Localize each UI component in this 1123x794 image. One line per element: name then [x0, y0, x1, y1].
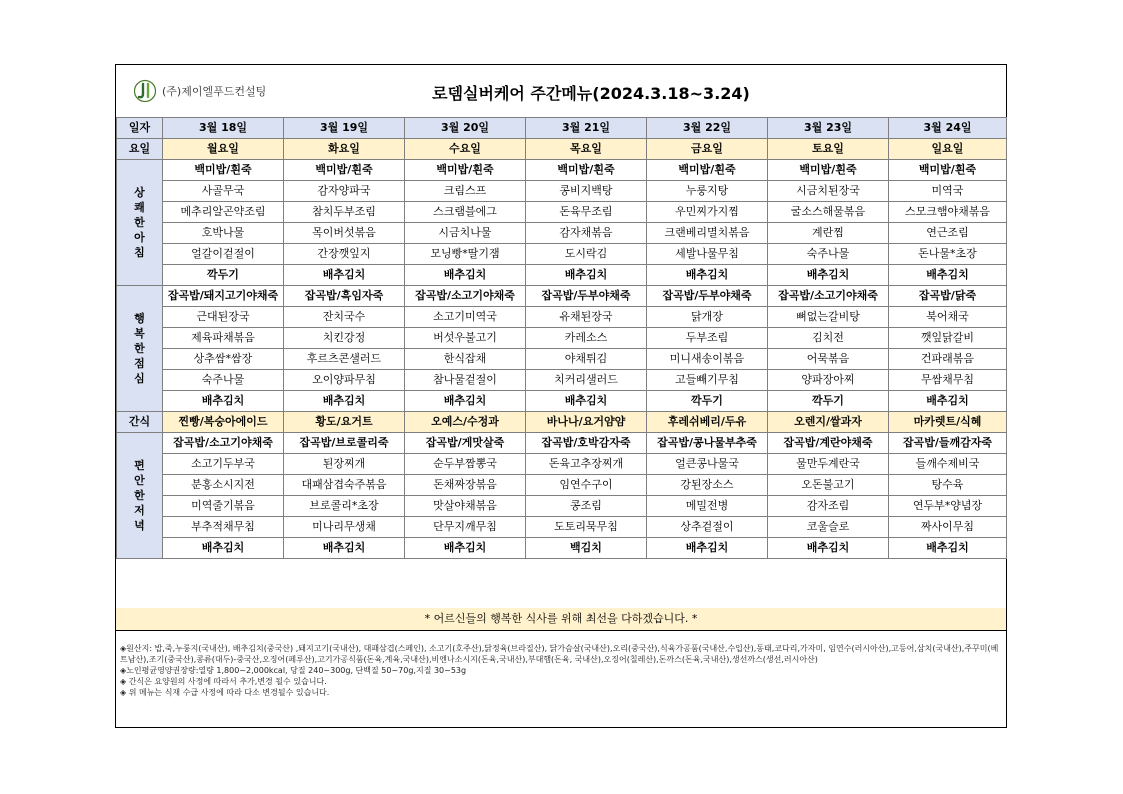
menu-sheet [115, 64, 1007, 728]
menu-item: 백김치 [526, 538, 647, 559]
date-cell: 3월 19일 [284, 118, 405, 139]
menu-item: 목이버섯볶음 [284, 223, 405, 244]
menu-item: 메추리알곤약조림 [163, 202, 284, 223]
menu-item: 시금치나물 [405, 223, 526, 244]
weekday-cell: 월요일 [163, 139, 284, 160]
menu-item: 버섯우불고기 [405, 328, 526, 349]
snack-cell: 마카렛트/식혜 [889, 412, 1007, 433]
menu-item: 돈육무조림 [526, 202, 647, 223]
lunch-row [117, 286, 1007, 307]
weekday-cell: 토요일 [768, 139, 889, 160]
menu-item: 분홍소시지전 [163, 475, 284, 496]
menu-item: 연두부*양념장 [889, 496, 1007, 517]
dinner-row [117, 454, 1007, 475]
menu-item: 잡곡밥/두부야채죽 [647, 286, 768, 307]
snack-cell: 찐빵/복숭아에이드 [163, 412, 284, 433]
menu-item: 배추김치 [647, 538, 768, 559]
date-cell: 3월 23일 [768, 118, 889, 139]
weekday-cell: 수요일 [405, 139, 526, 160]
menu-item: 배추김치 [405, 265, 526, 286]
menu-item: 얼큰콩나물국 [647, 454, 768, 475]
menu-item: 감자양파국 [284, 181, 405, 202]
date-row [117, 118, 1007, 139]
menu-item: 사골무국 [163, 181, 284, 202]
menu-item: 소고기미역국 [405, 307, 526, 328]
menu-item: 한식잡채 [405, 349, 526, 370]
dinner-row [117, 475, 1007, 496]
menu-item: 배추김치 [405, 391, 526, 412]
menu-item: 깍두기 [768, 391, 889, 412]
menu-item: 메밀전병 [647, 496, 768, 517]
menu-item: 잡곡밥/게맛살죽 [405, 433, 526, 454]
weekday-label: 요일 [117, 139, 163, 160]
menu-item: 배추김치 [405, 538, 526, 559]
menu-item: 잡곡밥/콩나물부추죽 [647, 433, 768, 454]
menu-item: 무쌈채무침 [889, 370, 1007, 391]
menu-item: 잔치국수 [284, 307, 405, 328]
menu-item: 잡곡밥/소고기야채죽 [768, 286, 889, 307]
date-label: 일자 [117, 118, 163, 139]
date-cell: 3월 24일 [889, 118, 1007, 139]
menu-item: 잡곡밥/호박감자죽 [526, 433, 647, 454]
dinner-row [117, 517, 1007, 538]
menu-item: 배추김치 [768, 538, 889, 559]
snack-cell: 오렌지/쌀과자 [768, 412, 889, 433]
menu-item: 우민찌가지찜 [647, 202, 768, 223]
menu-item: 돈채짜장볶음 [405, 475, 526, 496]
menu-item: 맛살야채볶음 [405, 496, 526, 517]
menu-item: 시금치된장국 [768, 181, 889, 202]
menu-item: 부추적채무침 [163, 517, 284, 538]
menu-item: 얼갈이겉절이 [163, 244, 284, 265]
menu-item: 깍두기 [163, 265, 284, 286]
menu-item: 오이양파무침 [284, 370, 405, 391]
menu-item: 닭개장 [647, 307, 768, 328]
lunch-label: 행 복 한 점 심 [117, 286, 163, 412]
menu-item: 잡곡밥/소고기야채죽 [405, 286, 526, 307]
menu-item: 임연수구이 [526, 475, 647, 496]
menu-item: 잡곡밥/브로콜리죽 [284, 433, 405, 454]
menu-item: 배추김치 [889, 265, 1007, 286]
footer-message: * 어르신들의 행복한 식사를 위해 최선을 다하겠습니다. * [116, 608, 1006, 631]
menu-item: 배추김치 [163, 538, 284, 559]
menu-item: 배추김치 [163, 391, 284, 412]
menu-item: 돈나물*초장 [889, 244, 1007, 265]
menu-item: 참치두부조림 [284, 202, 405, 223]
menu-item: 대패삼겹숙주볶음 [284, 475, 405, 496]
menu-item: 백미밥/흰죽 [768, 160, 889, 181]
breakfast-row [117, 202, 1007, 223]
breakfast-row [117, 223, 1007, 244]
dinner-row [117, 538, 1007, 559]
dinner-row [117, 433, 1007, 454]
date-cell: 3월 22일 [647, 118, 768, 139]
menu-item: 배추김치 [526, 265, 647, 286]
note-nutrition: ◈노인평균영양권장량:열량 1,800~2,000kcal, 당질 240~300g, 단백질 50~70g,지질 30~53g [120, 666, 467, 675]
menu-item: 후르츠콘샐러드 [284, 349, 405, 370]
menu-item: 단무지깨무침 [405, 517, 526, 538]
snack-cell: 황도/요거트 [284, 412, 405, 433]
weekday-cell: 목요일 [526, 139, 647, 160]
lunch-row [117, 391, 1007, 412]
menu-item: 짜사이무침 [889, 517, 1007, 538]
weekday-cell: 금요일 [647, 139, 768, 160]
menu-item: 숙주나물 [163, 370, 284, 391]
menu-item: 간장깻잎지 [284, 244, 405, 265]
menu-item: 배추김치 [647, 265, 768, 286]
menu-item: 상추쌈*쌈장 [163, 349, 284, 370]
dinner-label: 편 안 한 저 녁 [117, 433, 163, 559]
menu-item: 배추김치 [284, 391, 405, 412]
sheet-header [116, 65, 1006, 118]
menu-item: 된장찌개 [284, 454, 405, 475]
menu-item: 콩비지백탕 [526, 181, 647, 202]
weekday-cell: 화요일 [284, 139, 405, 160]
menu-item: 도시락김 [526, 244, 647, 265]
breakfast-row [117, 244, 1007, 265]
menu-item: 크랜베리멸치볶음 [647, 223, 768, 244]
weekday-row [117, 139, 1007, 160]
menu-item: 크림스프 [405, 181, 526, 202]
menu-item: 순두부짬뽕국 [405, 454, 526, 475]
menu-item: 호박나물 [163, 223, 284, 244]
menu-item: 치커리샐러드 [526, 370, 647, 391]
menu-item: 백미밥/흰죽 [284, 160, 405, 181]
snack-label: 간식 [117, 412, 163, 433]
date-cell: 3월 20일 [405, 118, 526, 139]
menu-item: 건파래볶음 [889, 349, 1007, 370]
lunch-row [117, 307, 1007, 328]
menu-item: 어묵볶음 [768, 349, 889, 370]
lunch-row [117, 370, 1007, 391]
weekly-menu-table [116, 117, 1007, 559]
menu-item: 미역줄기볶음 [163, 496, 284, 517]
menu-item: 오돈불고기 [768, 475, 889, 496]
lunch-row [117, 328, 1007, 349]
menu-item: 제육파채볶음 [163, 328, 284, 349]
menu-item: 잡곡밥/소고기야채죽 [163, 433, 284, 454]
menu-item: 스모크햄야채볶음 [889, 202, 1007, 223]
menu-item: 잡곡밥/계란야채죽 [768, 433, 889, 454]
menu-item: 미니새송이볶음 [647, 349, 768, 370]
menu-item: 참나물겉절이 [405, 370, 526, 391]
menu-item: 양파장아찌 [768, 370, 889, 391]
menu-item: 김치전 [768, 328, 889, 349]
menu-item: 뼈없는갈비탕 [768, 307, 889, 328]
note-origin: ◈원산지: 밥,죽,누룽지(국내산), 배추김치(중국산) ,돼지고기(국내산), 대패삼겹(스페인), 소고기(호주산),닭정육(브라질산), 닭가슴살(국내산),오리(중국산),식육가공품(국내산,수입산),동태,코다리,가자미, 임연수(러시아산),고등어,삼치(국내산),주꾸미(베트남산),조기(중국산),콩류(대두)-중국산,오징어(페루산),고기가공식품(돈육,계육,국내산),비엔나소시지(돈육,국내산),부대햄(돈육, 국내산),오징어(칠레산),돈까스(돈육,국내산),생선까스(생선,러시아산) [120, 644, 999, 664]
menu-item: 세발나물무침 [647, 244, 768, 265]
menu-item: 배추김치 [284, 538, 405, 559]
breakfast-row [117, 181, 1007, 202]
menu-item: 고들빼기무침 [647, 370, 768, 391]
menu-item: 잡곡밥/흑임자죽 [284, 286, 405, 307]
menu-item: 유채된장국 [526, 307, 647, 328]
menu-item: 소고기두부국 [163, 454, 284, 475]
menu-item: 치킨강정 [284, 328, 405, 349]
menu-item: 북어채국 [889, 307, 1007, 328]
notes-block [120, 643, 1004, 698]
snack-cell: 후레쉬베리/두유 [647, 412, 768, 433]
menu-item: 미역국 [889, 181, 1007, 202]
menu-item: 두부조림 [647, 328, 768, 349]
menu-item: 누룽지탕 [647, 181, 768, 202]
menu-item: 계란찜 [768, 223, 889, 244]
menu-item: 상추겉절이 [647, 517, 768, 538]
breakfast-row [117, 265, 1007, 286]
breakfast-row [117, 160, 1007, 181]
menu-item: 들깨수제비국 [889, 454, 1007, 475]
snack-cell: 바나나/요거얌얌 [526, 412, 647, 433]
menu-item: 코울슬로 [768, 517, 889, 538]
menu-item: 카레소스 [526, 328, 647, 349]
menu-item: 강된장소스 [647, 475, 768, 496]
menu-item: 콩조림 [526, 496, 647, 517]
menu-item: 백미밥/흰죽 [526, 160, 647, 181]
menu-item: 잡곡밥/들깨감자죽 [889, 433, 1007, 454]
menu-item: 배추김치 [526, 391, 647, 412]
menu-item: 브로콜리*초장 [284, 496, 405, 517]
menu-item: 깍두기 [647, 391, 768, 412]
menu-item: 물만두계란국 [768, 454, 889, 475]
menu-item: 돈육고추장찌개 [526, 454, 647, 475]
menu-item: 잡곡밥/닭죽 [889, 286, 1007, 307]
note-change: ◈ 위 메뉴는 식재 수급 사정에 따라 다소 변경될수 있습니다. [120, 688, 330, 697]
menu-item: 잡곡밥/두부야채죽 [526, 286, 647, 307]
company-name: (주)제이엘푸드컨설팅 [162, 85, 267, 98]
date-cell: 3월 21일 [526, 118, 647, 139]
date-cell: 3월 18일 [163, 118, 284, 139]
menu-item: 모닝빵*딸기잼 [405, 244, 526, 265]
menu-item: 근대된장국 [163, 307, 284, 328]
menu-item: 굴소스해물볶음 [768, 202, 889, 223]
menu-item: 배추김치 [889, 538, 1007, 559]
menu-item: 미나리무생채 [284, 517, 405, 538]
menu-item: 백미밥/흰죽 [405, 160, 526, 181]
menu-item: 숙주나물 [768, 244, 889, 265]
menu-item: 백미밥/흰죽 [647, 160, 768, 181]
lunch-row [117, 349, 1007, 370]
menu-item: 배추김치 [768, 265, 889, 286]
menu-item: 백미밥/흰죽 [889, 160, 1007, 181]
note-snack: ◈ 간식은 요양원의 사정에 따라서 추가,변경 될수 있습니다. [120, 677, 327, 686]
menu-item: 야채튀김 [526, 349, 647, 370]
menu-item: 스크램블에그 [405, 202, 526, 223]
menu-item: 배추김치 [889, 391, 1007, 412]
breakfast-label: 상 쾌 한 아 침 [117, 160, 163, 286]
menu-item: 잡곡밥/돼지고기야채죽 [163, 286, 284, 307]
menu-item: 깻잎닭갈비 [889, 328, 1007, 349]
menu-item: 감자조림 [768, 496, 889, 517]
snack-row [117, 412, 1007, 433]
menu-item: 백미밥/흰죽 [163, 160, 284, 181]
menu-item: 탕수육 [889, 475, 1007, 496]
dinner-row [117, 496, 1007, 517]
menu-item: 감자채볶음 [526, 223, 647, 244]
menu-item: 도토리묵무침 [526, 517, 647, 538]
menu-item: 연근조림 [889, 223, 1007, 244]
weekday-cell: 일요일 [889, 139, 1007, 160]
snack-cell: 오예스/수정과 [405, 412, 526, 433]
page-title: 로뎀실버케어 주간메뉴(2024.3.18~3.24) [432, 84, 750, 103]
menu-item: 배추김치 [284, 265, 405, 286]
